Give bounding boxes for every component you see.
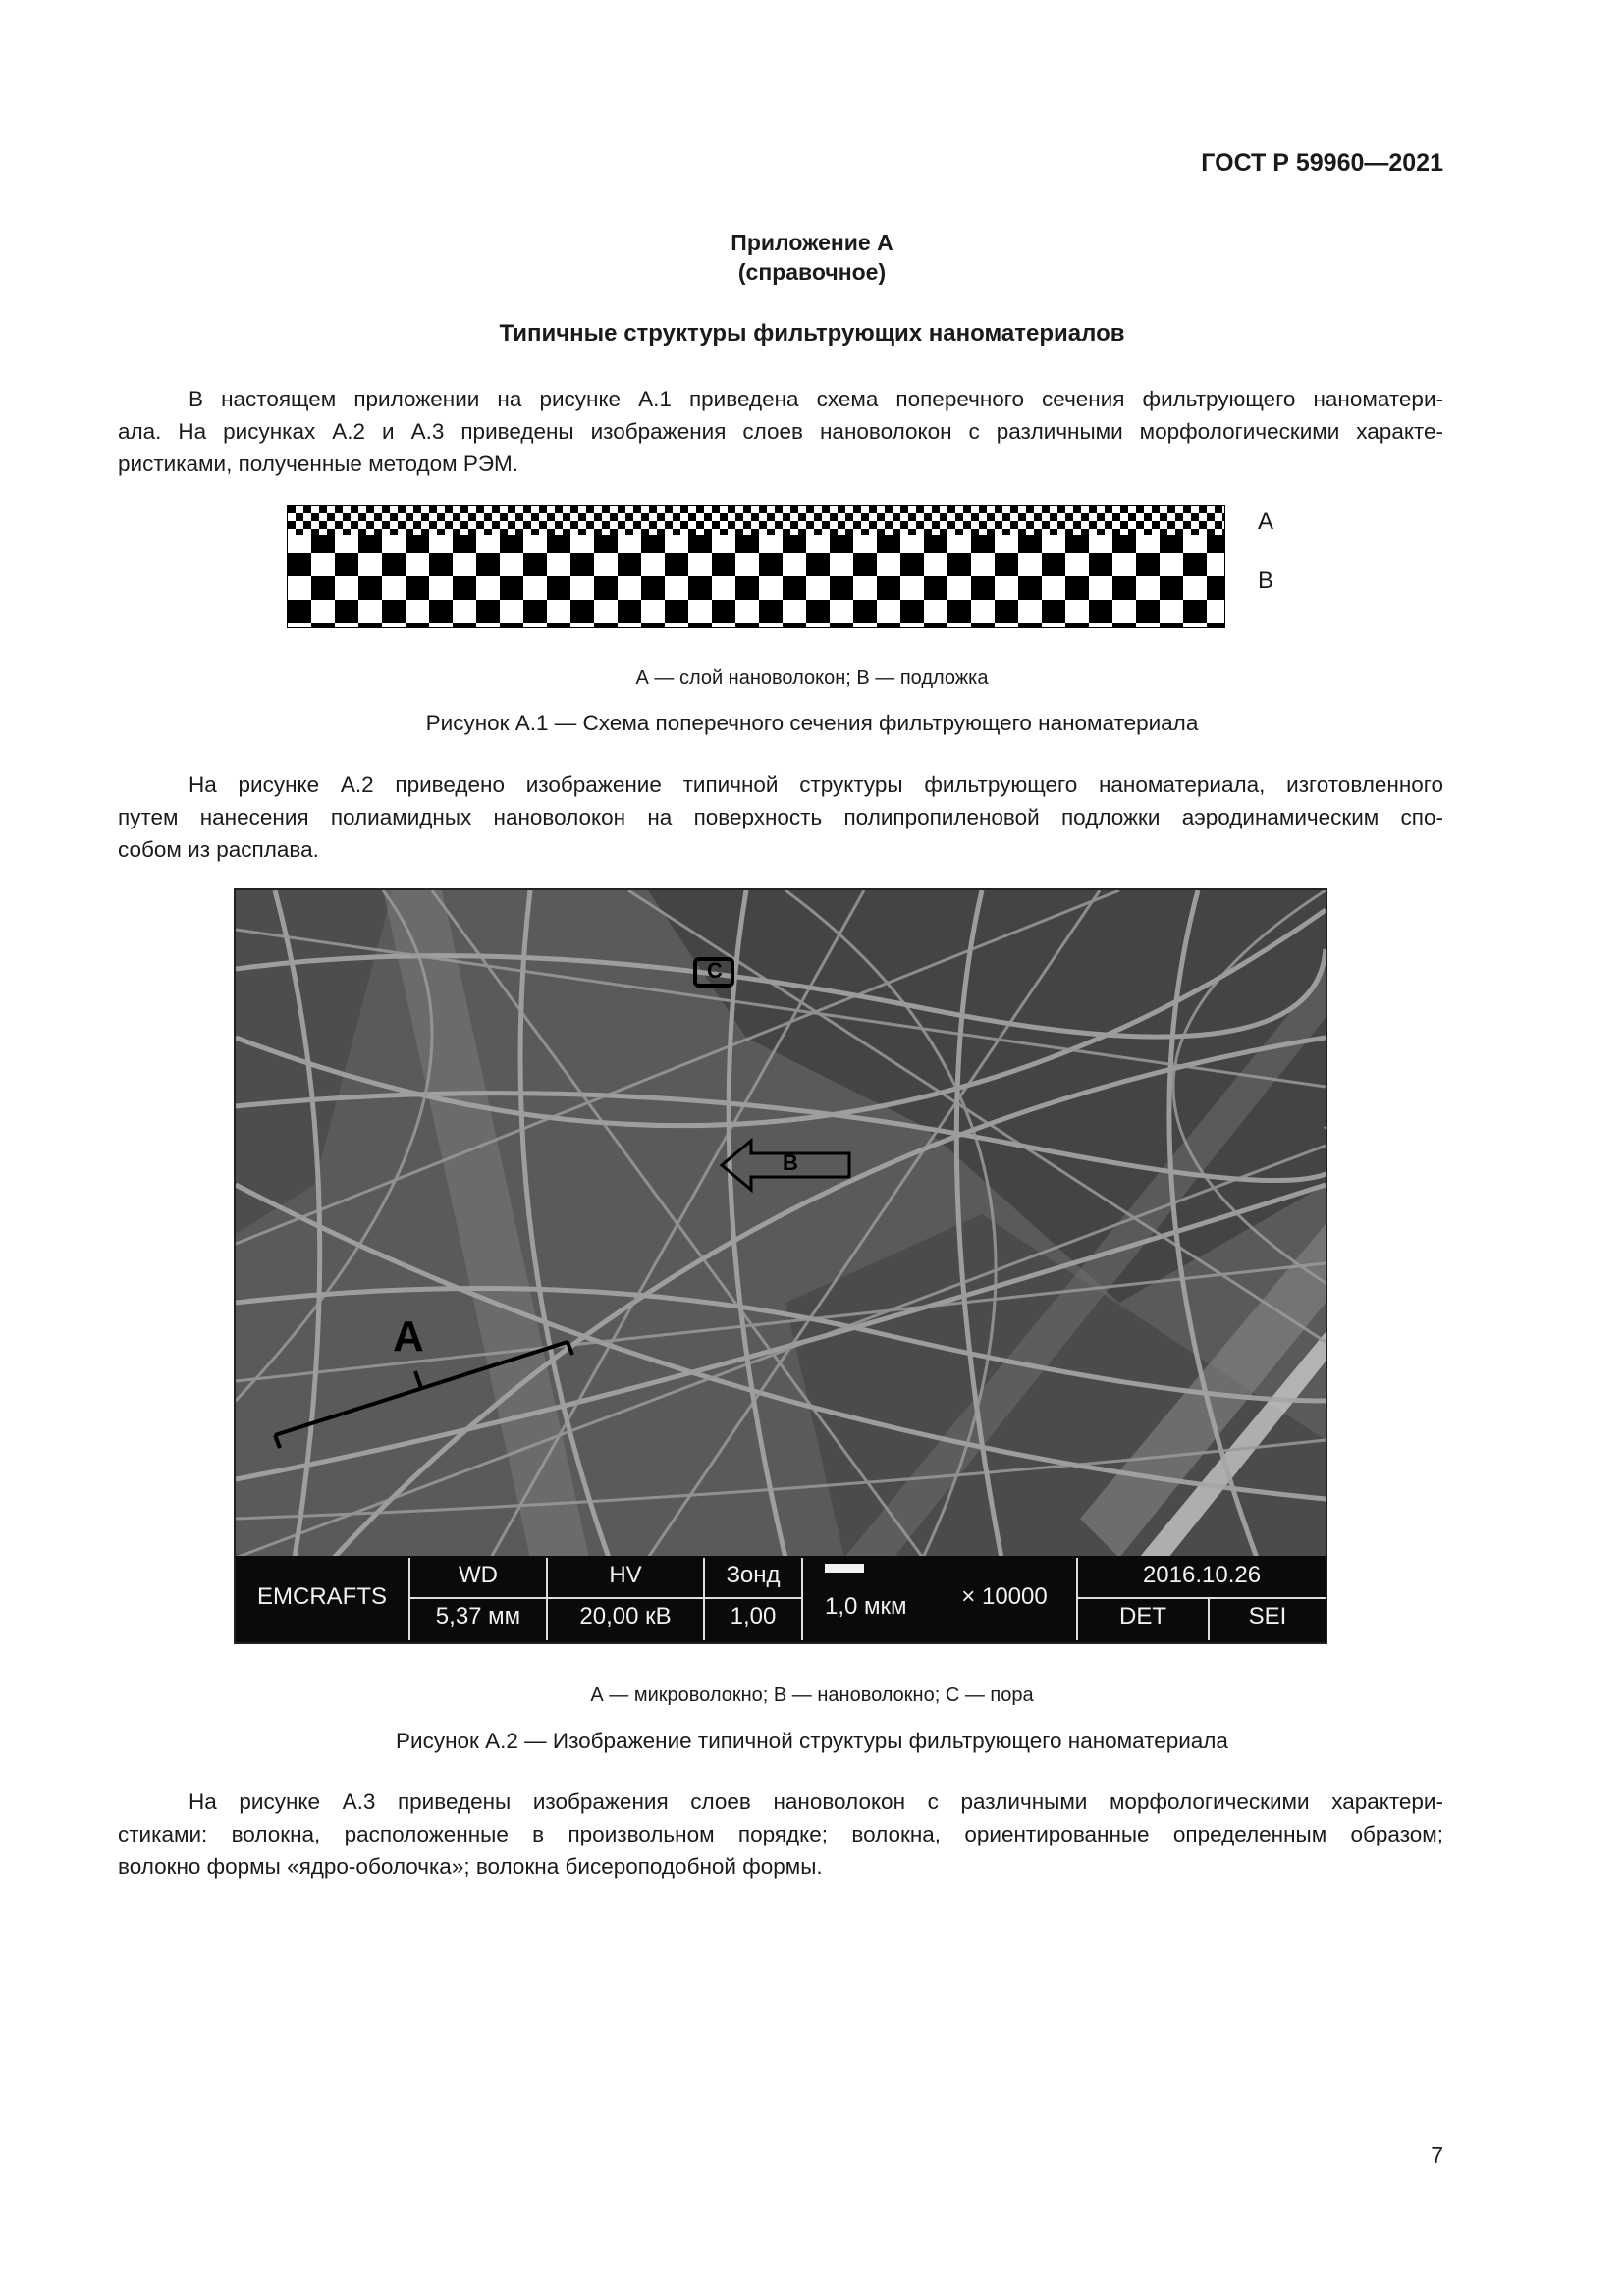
marker-a: А <box>393 1312 424 1361</box>
paragraph-line: собом из расплава. <box>118 837 319 862</box>
paragraph-line: В настоящем приложении на рисунке А.1 приведена схема поперечного сечения фильтрующего наноматери- <box>189 387 1443 411</box>
substrate-layer <box>288 535 1225 628</box>
figure2-legend: А — микроволокно; В — нановолокно; С — пора <box>590 1684 1034 1706</box>
paragraph-line: ристиками, полученные методом РЭМ. <box>118 452 519 476</box>
sem-probe-value: 1,00 <box>730 1603 777 1629</box>
sem-micrograph <box>236 890 1326 1558</box>
paragraph-figure2 <box>118 769 1443 866</box>
sem-hv-label: HV <box>609 1562 642 1588</box>
page-number: 7 <box>1431 2142 1443 2167</box>
sem-image <box>234 888 1327 1644</box>
sem-scale-value: 1,0 мкм <box>825 1593 907 1620</box>
appendix-title: Приложение А <box>731 230 893 255</box>
sem-detector-label: DET <box>1119 1603 1166 1629</box>
paragraph-line: стиками: волокна, расположенные в произвольном порядке; волокна, ориентированные определенным образом; <box>118 1822 1443 1846</box>
cross-section-scheme <box>287 505 1225 628</box>
layer-label-b: В <box>1258 567 1274 594</box>
sem-wd-label: WD <box>459 1562 498 1588</box>
cross-section-scheme-drawing <box>288 506 1225 628</box>
nanofiber-layer <box>288 506 1225 535</box>
layer-label-a: А <box>1258 508 1274 535</box>
sem-magnification: × 10000 <box>961 1583 1048 1610</box>
marker-b: В <box>783 1150 798 1175</box>
appendix-subtitle: (справочное) <box>737 259 887 285</box>
paragraph-line: На рисунке А.2 приведено изображение типичной структуры фильтрующего наноматериала, изготовленного <box>189 773 1443 797</box>
figure1-legend: А — слой нановолокон; В — подложка <box>635 667 989 689</box>
figure1-caption: Рисунок А.1 — Схема поперечного сечения фильтрующего наноматериала <box>425 711 1199 735</box>
scale-bar-icon <box>825 1564 864 1573</box>
sem-date: 2016.10.26 <box>1142 1562 1262 1588</box>
paragraph-line: ала. На рисунках А.2 и А.3 приведены изображения слоев нановолокон с различными морфологическими характе- <box>118 419 1443 444</box>
sem-info-bar <box>236 1556 1326 1642</box>
paragraph-line: На рисунке А.3 приведены изображения слоев нановолокон с различными морфологическими характери- <box>189 1789 1443 1814</box>
paragraph-figure3 <box>118 1786 1443 1883</box>
paragraph-line: путем нанесения полиамидных нановолокон на поверхность полипропиленовой подложки аэродинамическим спо- <box>118 805 1443 829</box>
sem-hv-value: 20,00 кВ <box>579 1603 672 1629</box>
appendix-heading <box>0 228 1624 287</box>
sem-wd-value: 5,37 мм <box>435 1603 521 1629</box>
section-title: Типичные структуры фильтрующих наноматериалов <box>499 320 1125 347</box>
paragraph-intro <box>118 383 1443 480</box>
figure2-caption: Рисунок А.2 — Изображение типичной структуры фильтрующего наноматериала <box>396 1729 1228 1753</box>
sem-detector-value: SEI <box>1248 1603 1287 1629</box>
paragraph-line: волокно формы «ядро-оболочка»; волокна бисероподобной формы. <box>118 1854 823 1879</box>
sem-probe-label: Зонд <box>726 1562 781 1588</box>
document-code: ГОСТ Р 59960—2021 <box>1201 149 1443 177</box>
sem-brand: EMCRAFTS <box>257 1583 387 1610</box>
marker-c: С <box>707 958 723 983</box>
